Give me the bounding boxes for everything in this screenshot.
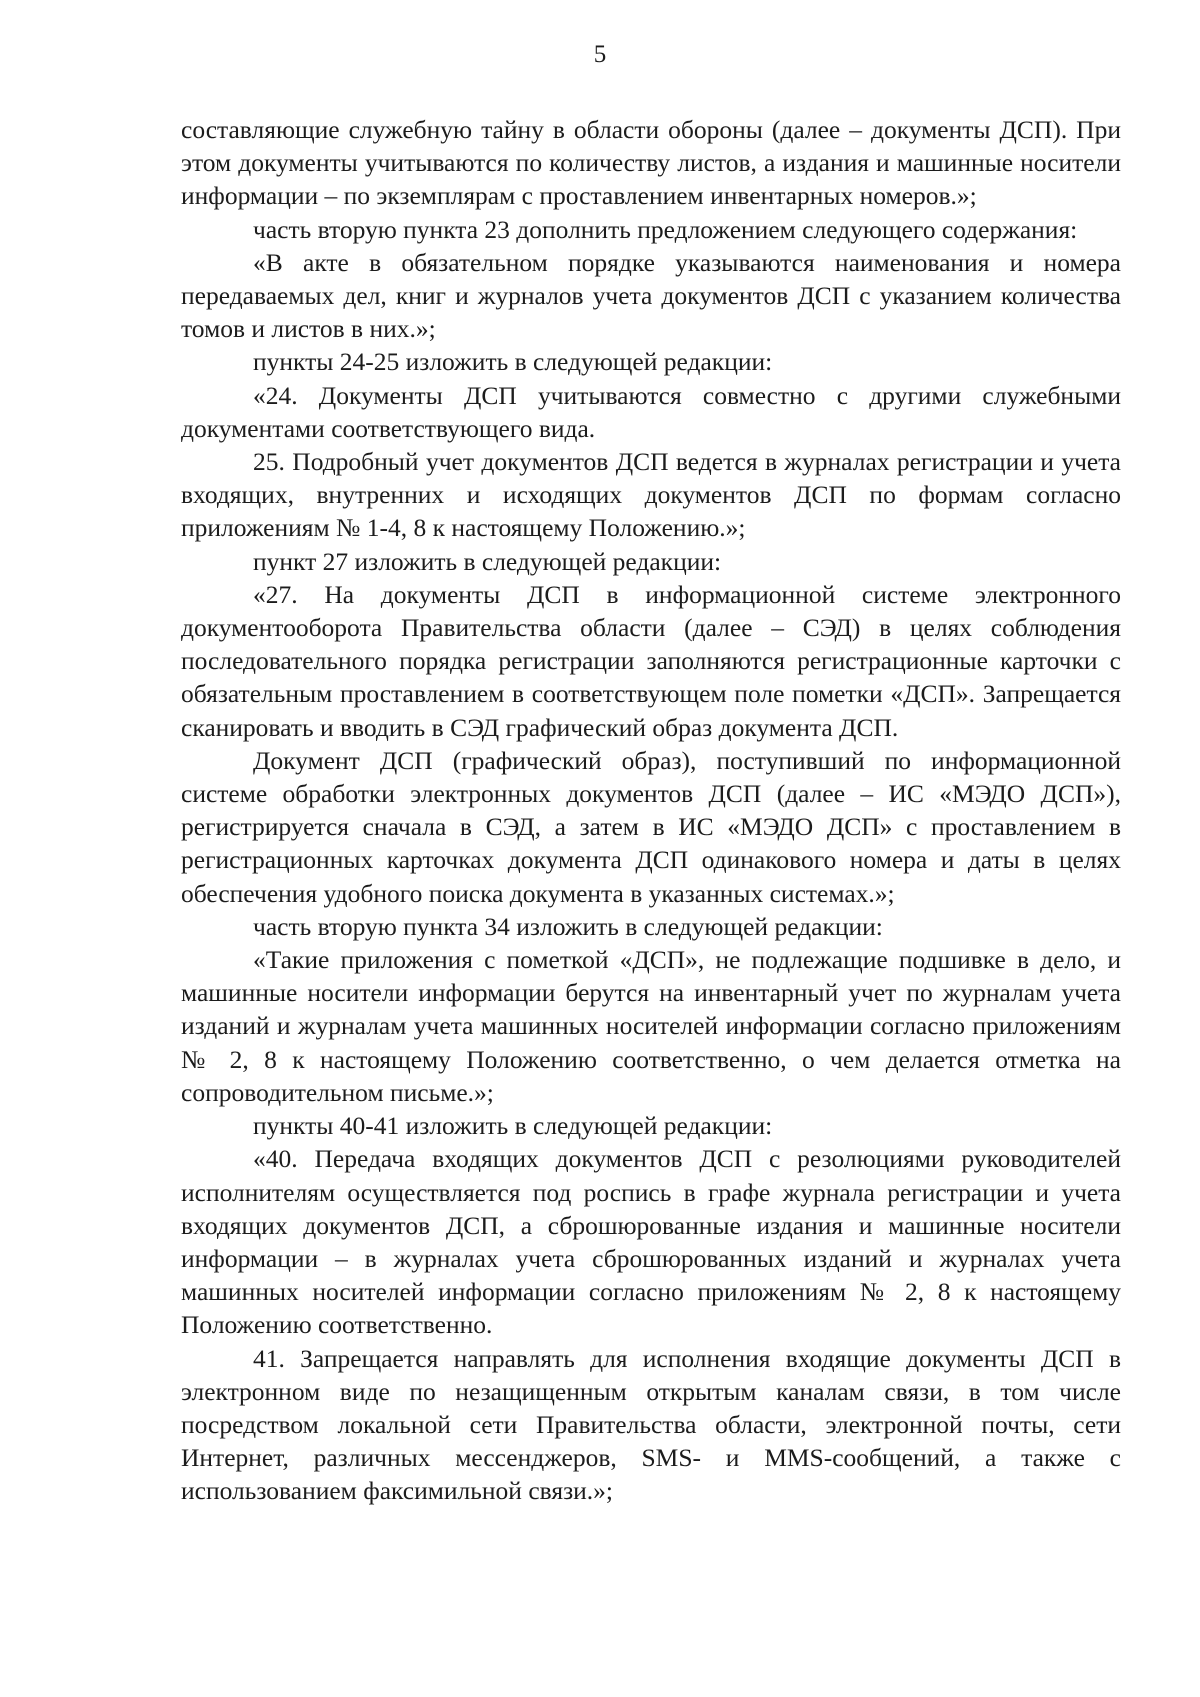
paragraph-2: часть вторую пункта 23 дополнить предложением следующего содержания: xyxy=(253,214,1078,244)
paragraph-1: составляющие служебную тайну в области обороны (далее – документы ДСП). При этом документы учитываются по количеству листов, а издания и машинные носители информации – по экземплярам с проставлением инвентарных номеров.»; xyxy=(181,115,1121,211)
paragraph-5: «24. Документы ДСП учитываются совместно с другими служебными документами соответствующего вида. xyxy=(181,380,1121,443)
paragraph-7: пункт 27 изложить в следующей редакции: xyxy=(253,546,722,576)
paragraph-3: «В акте в обязательном порядке указываются наименования и номера передаваемых дел, книг и журналов учета документов ДСП с указанием количества томов и листов в них.»; xyxy=(181,247,1121,344)
paragraph-8: «27. На документы ДСП в информационной системе электронного документооборота Правительства области (далее – СЭД) в целях соблюдения последовательного порядка регистрации заполняются регистрационные карточки с обязательным проставлением в соответствующем поле пометки «ДСП». Запрещается сканировать и вводить в СЭД графический образ документа ДСП. xyxy=(181,579,1121,742)
paragraph-12: пункты 40-41 изложить в следующей редакции: xyxy=(253,1111,773,1141)
page-number: 5 xyxy=(593,41,607,68)
paragraph-6: 25. Подробный учет документов ДСП ведется в журналах регистрации и учета входящих, внутренних и исходящих документов ДСП по формам согласно приложениям № 1-4, 8 к настоящему Положению.»; xyxy=(181,447,1121,543)
paragraph-14: 41. Запрещается направлять для исполнения входящие документы ДСП в электронном виде по незащищенным открытым каналам связи, в том числе посредством локальной сети Правительства области, электронной почты, сети Интернет, различных мессенджеров, SMS- и MMS-сообщений, а также с использованием факсимильной связи.»; xyxy=(181,1343,1121,1506)
paragraph-4: пункты 24-25 изложить в следующей редакции: xyxy=(253,347,773,377)
paragraph-9: Документ ДСП (графический образ), поступивший по информационной системе обработки электронных документов ДСП (далее – ИС «МЭДО ДСП»), регистрируется сначала в СЭД, а затем в ИС «МЭДО ДСП» с проставлением в регистрационных карточках документа ДСП одинакового номера и даты в целях обеспечения удобного поиска документа в указанных системах.»; xyxy=(181,745,1121,908)
paragraph-10: часть вторую пункта 34 изложить в следующей редакции: xyxy=(253,911,883,941)
paragraph-11: «Такие приложения с пометкой «ДСП», не подлежащие подшивке в дело, и машинные носители информации берутся на инвентарный учет по журналам учета изданий и журналам учета машинных носителей информации согласно приложениям № 2, 8 к настоящему Положению соответственно, о чем делается отметка на сопроводительном письме.»; xyxy=(181,945,1121,1107)
paragraph-13: «40. Передача входящих документов ДСП с резолюциями руководителей исполнителям осуществляется под роспись в графе журнала регистрации и учета входящих документов ДСП, а сброшюрованные издания и машинные носители информации – в журналах учета сброшюрованных изданий и журналах учета машинных носителей информации согласно приложениям № 2, 8 к настоящему Положению соответственно. xyxy=(181,1144,1121,1340)
document-body xyxy=(181,113,1121,1508)
